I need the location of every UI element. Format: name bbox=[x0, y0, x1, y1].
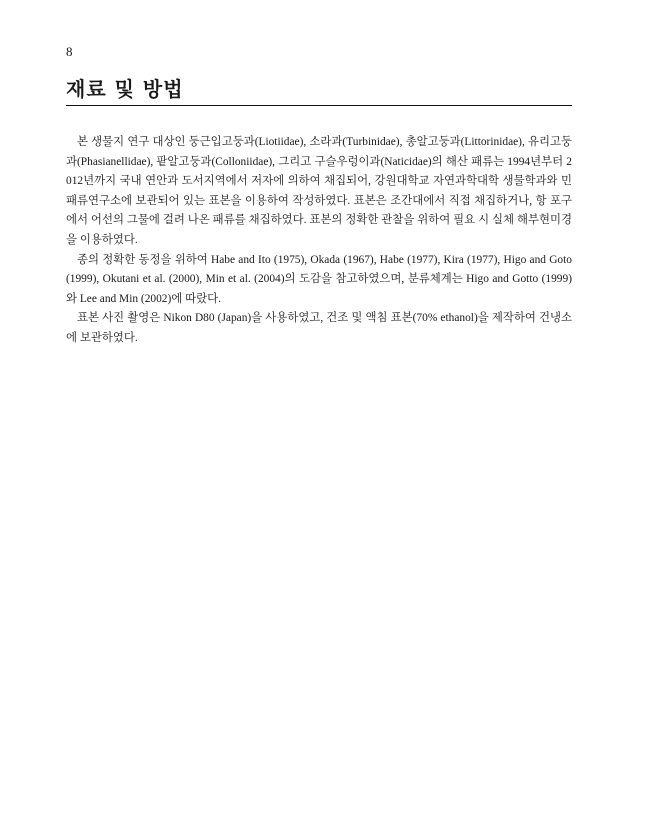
paragraph-materials: 본 생물지 연구 대상인 둥근입고둥과(Liotiidae), 소라과(Turbinidae), 총알고둥과(Littorinidae), 유리고둥과(Phasianellidae), 팥알고둥과(Colloniidae), 그리고 구슬우렁이과(Naticidae)의 해산 패류는 1994년부터 2012년까지 국내 연안과 도서지역에서 저자에 의하여 채집되어, 강원대학교 자연과학대학 생물학과와 민 패류연구소에 보관되어 있는 표본을 이용하여 작성하였다. 표본은 조간대에서 직접 채집하거나, 항 포구에서 어선의 그물에 걸려 나온 패류를 채집하였다. 표본의 정확한 관찰을 위하여 필요 시 실체 해부현미경을 이용하였다. bbox=[66, 136, 572, 246]
page-number: 8 bbox=[66, 44, 73, 59]
paragraph-photography: 표본 사진 촬영은 Nikon D80 (Japan)을 사용하였고, 건조 및 액침 표본(70% ethanol)을 제작하여 건냉소에 보관하였다. bbox=[66, 312, 572, 344]
body-text bbox=[66, 133, 572, 349]
section-heading: 재료 및 방법 bbox=[66, 76, 572, 106]
paragraph-identification: 종의 정확한 동정을 위하여 Habe and Ito (1975), Okada (1967), Habe (1977), Kira (1977), Higo and Goto (1999), Okutani et al. (2000), Min et al. (2004)의 도감을 참고하였으며, 분류체계는 Higo and Gotto (1999)와 Lee and Min (2002)에 따랐다. bbox=[66, 253, 572, 305]
